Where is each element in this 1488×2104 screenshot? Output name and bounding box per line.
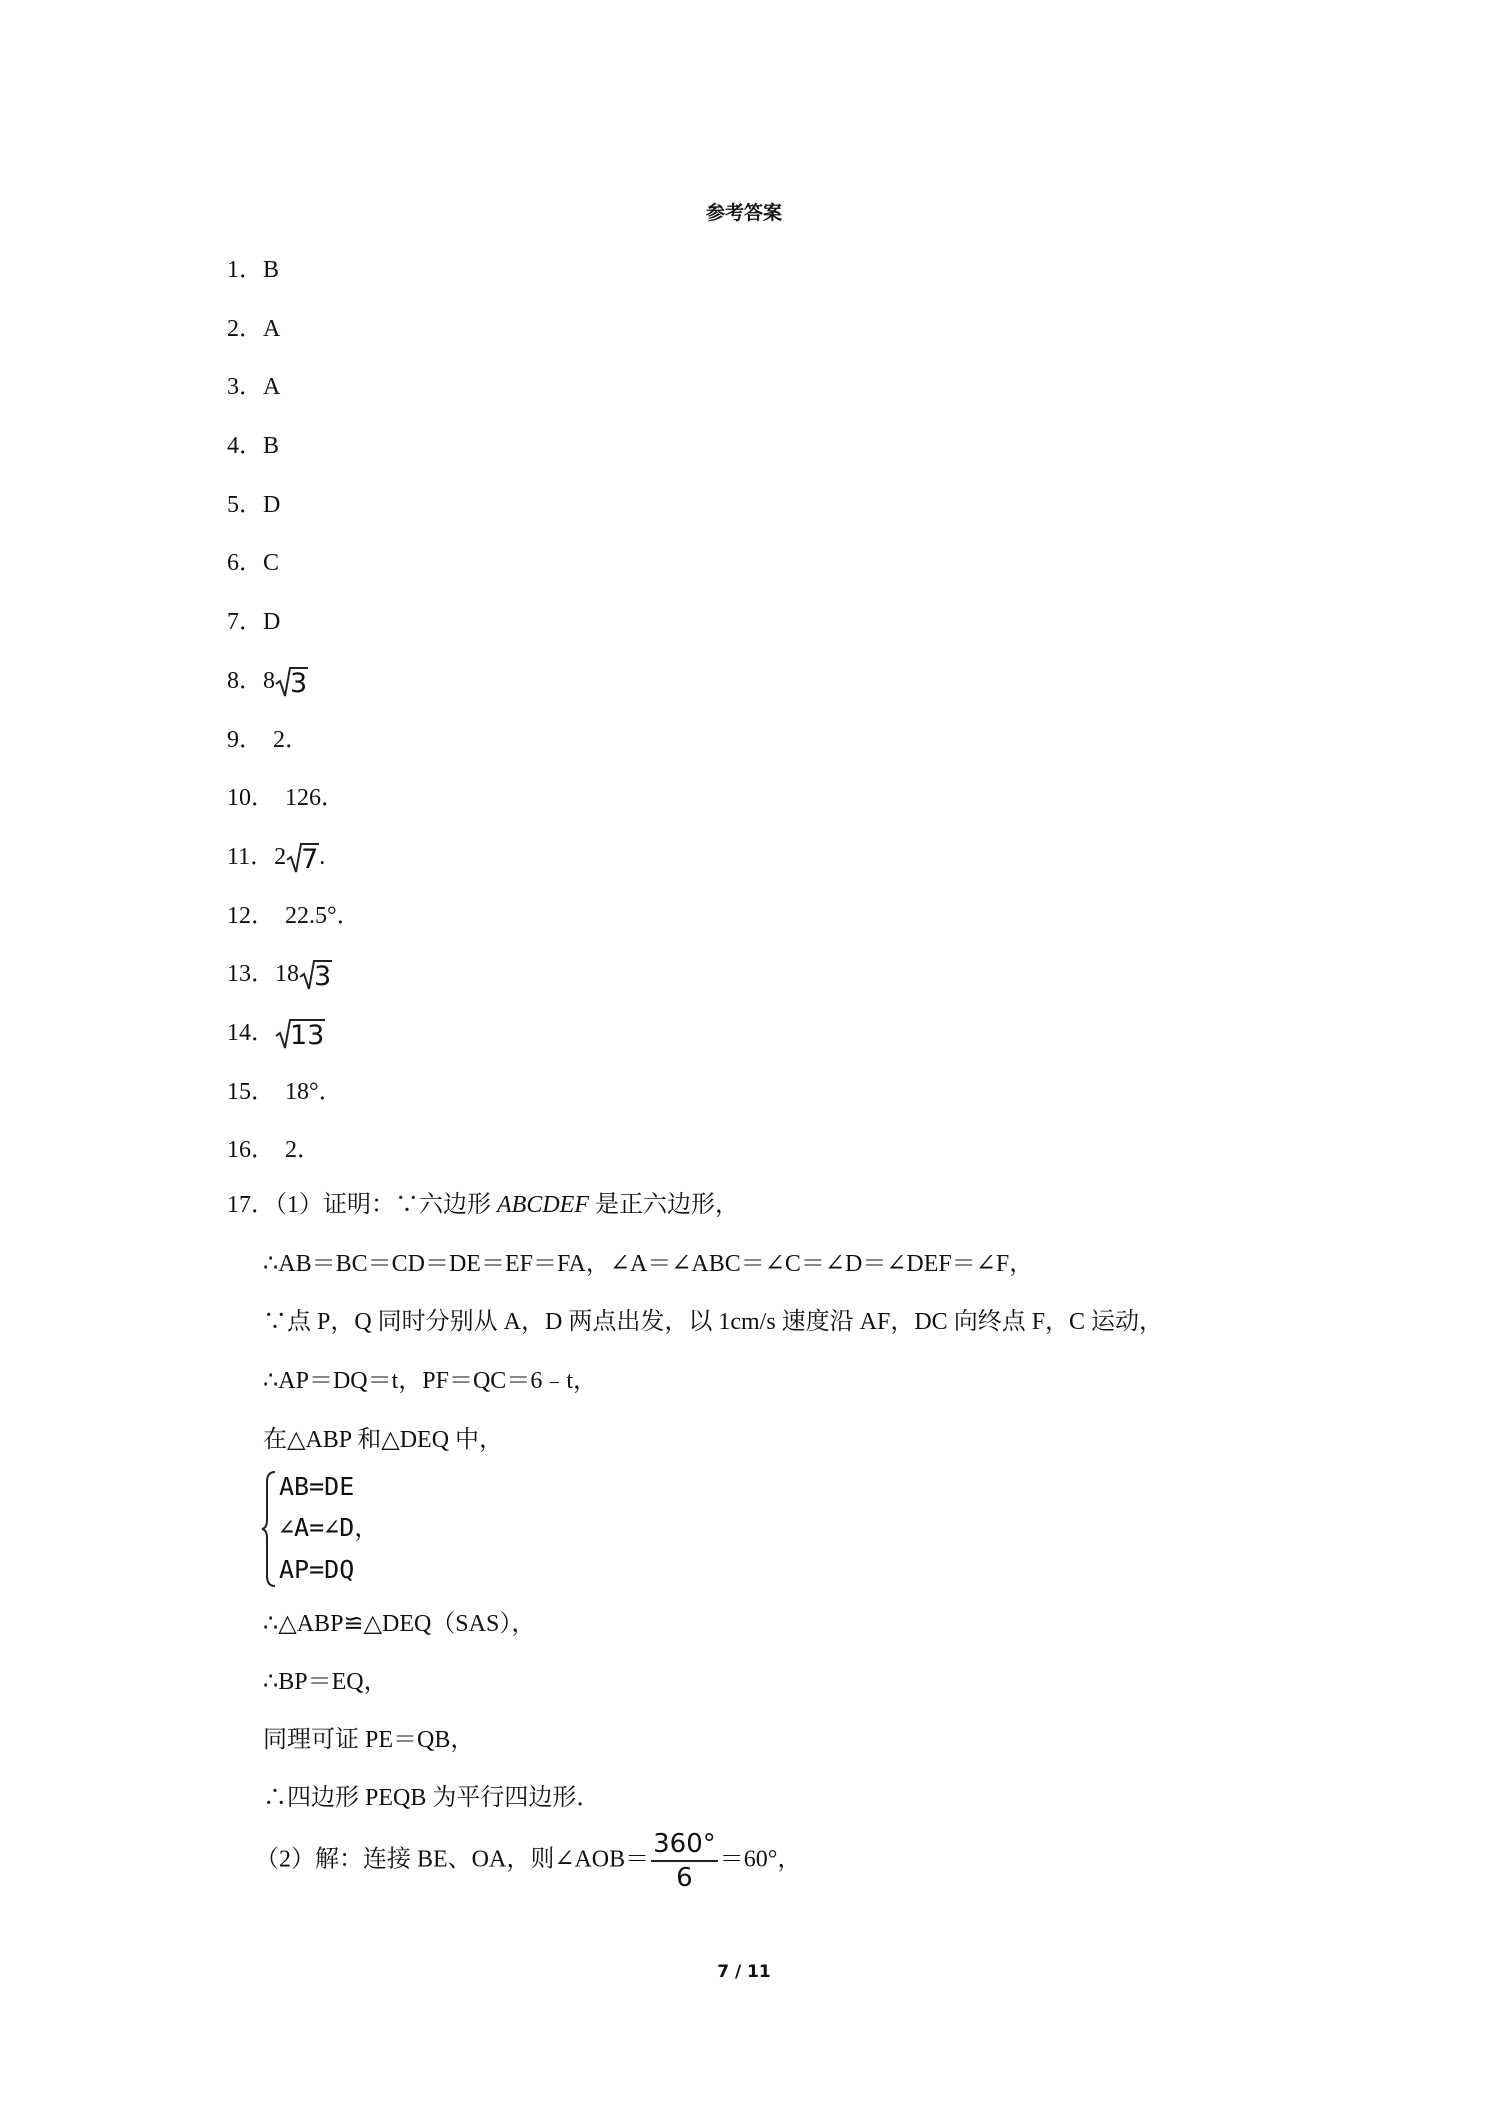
answer-number: 6． [227,550,263,577]
system-equation: ∠A=∠D， [279,1513,380,1542]
page-number: 7 / 11 [717,1962,771,1982]
answer-item [227,661,361,720]
solution-text: ∴AP＝DQ＝t，PF＝QC＝6﹣t， [263,1368,597,1395]
solution-text: ∴四边形 PEQB 为平行四边形． [263,1785,601,1811]
answer-number: 2． [227,315,263,342]
answer-coefficient: 8 [263,667,275,694]
equation-system [261,1470,421,1588]
square-root [275,664,308,704]
radicand: 3 [290,667,308,699]
answer-value: D [263,609,281,636]
answer-item [227,602,361,661]
left-brace-icon [261,1470,277,1588]
answer-item [227,1013,361,1072]
solution-line [227,1828,801,1894]
answer-item [227,720,361,779]
answer-number: 11． [227,843,275,870]
answer-number: 12． [227,902,275,929]
solution-text: ＝60°， [719,1846,802,1873]
answer-item [227,778,361,837]
answer-coefficient: 2 [274,843,287,870]
fraction [651,1828,718,1894]
radicand: 3 [314,961,332,993]
answer-value: A [263,374,281,401]
fraction-numerator: 360° [651,1828,718,1862]
solution-line [227,1361,1163,1420]
answer-value: 126． [285,785,345,812]
solution-line [227,1720,474,1760]
system-equation: AB=DE [279,1472,355,1501]
answer-item [227,543,361,602]
radicand: 13 [290,1019,325,1051]
solution-line [227,1302,1163,1361]
solution-text: ∴△ABP≌△DEQ（SAS）， [263,1611,536,1637]
square-root [275,1016,325,1056]
answer-item [227,309,361,368]
answer-value: 2． [285,1137,321,1164]
answer-number: 9． [227,726,263,753]
answer-number: 14． [227,1019,275,1046]
answer-coefficient: 18 [275,961,299,988]
solution-line [227,1185,1163,1244]
answer-item [227,954,361,1013]
page-title: 参考答案 [705,202,782,224]
answer-item [227,837,361,896]
system-equation: AP=DQ [279,1555,355,1584]
answer-number: 5． [227,491,263,518]
square-root [299,957,332,997]
answer-value: 22.5°． [285,902,361,929]
answer-item [227,426,361,485]
answer-value: B [263,433,280,460]
solution-line [227,1662,388,1702]
answer-list [227,250,361,1189]
solution-text: 在△ABP 和△DEQ 中， [263,1426,504,1453]
answer-number: 8． [227,667,263,694]
answer-number: 15． [227,1078,275,1105]
solution-line [227,1604,535,1644]
answer-number: 16． [227,1137,275,1164]
answer-value: 18°． [285,1078,343,1105]
solution-text: ∵点 P，Q 同时分别从 A，D 两点出发，以 1cm/s 速度沿 AF，DC 向终点 F，C 运动， [263,1309,1164,1336]
answer-item [227,1072,361,1131]
solution-line [227,1778,600,1818]
answer-number: 13． [227,961,275,988]
answer-value: B [263,257,280,283]
answer-value: D [263,491,281,518]
answer-suffix: . [319,843,326,870]
question-17-solution [227,1185,1163,1478]
fraction-denominator: 6 [676,1863,693,1893]
answer-item [227,367,361,426]
answer-number: 3． [227,374,263,401]
radicand: 7 [301,843,319,875]
solution-text: 17．（1）证明：∵六边形 [227,1192,497,1218]
answer-value: A [263,315,281,342]
solution-variable: ABCDEF [497,1192,589,1218]
answer-number: 10． [227,785,275,812]
solution-text: 同理可证 PE＝QB， [263,1727,475,1753]
answer-number: 7． [227,609,263,636]
answer-item [227,485,361,544]
solution-text: ∴BP＝EQ， [263,1669,388,1695]
answer-item [227,1130,361,1189]
solution-text: 是正六边形， [588,1192,739,1218]
answer-item [227,896,361,955]
solution-line [227,1244,1163,1303]
answer-number: 4． [227,433,263,460]
solution-text: ∴AB＝BC＝CD＝DE＝EF＝FA，∠A＝∠ABC＝∠C＝∠D＝∠DEF＝∠F， [263,1250,1034,1277]
solution-text: （2）解：连接 BE、OA，则∠AOB＝ [255,1846,650,1873]
answer-number: 1． [227,257,263,283]
square-root [286,840,319,880]
answer-value: 2． [273,726,309,753]
answer-value: C [263,550,280,577]
answer-item [227,250,361,309]
